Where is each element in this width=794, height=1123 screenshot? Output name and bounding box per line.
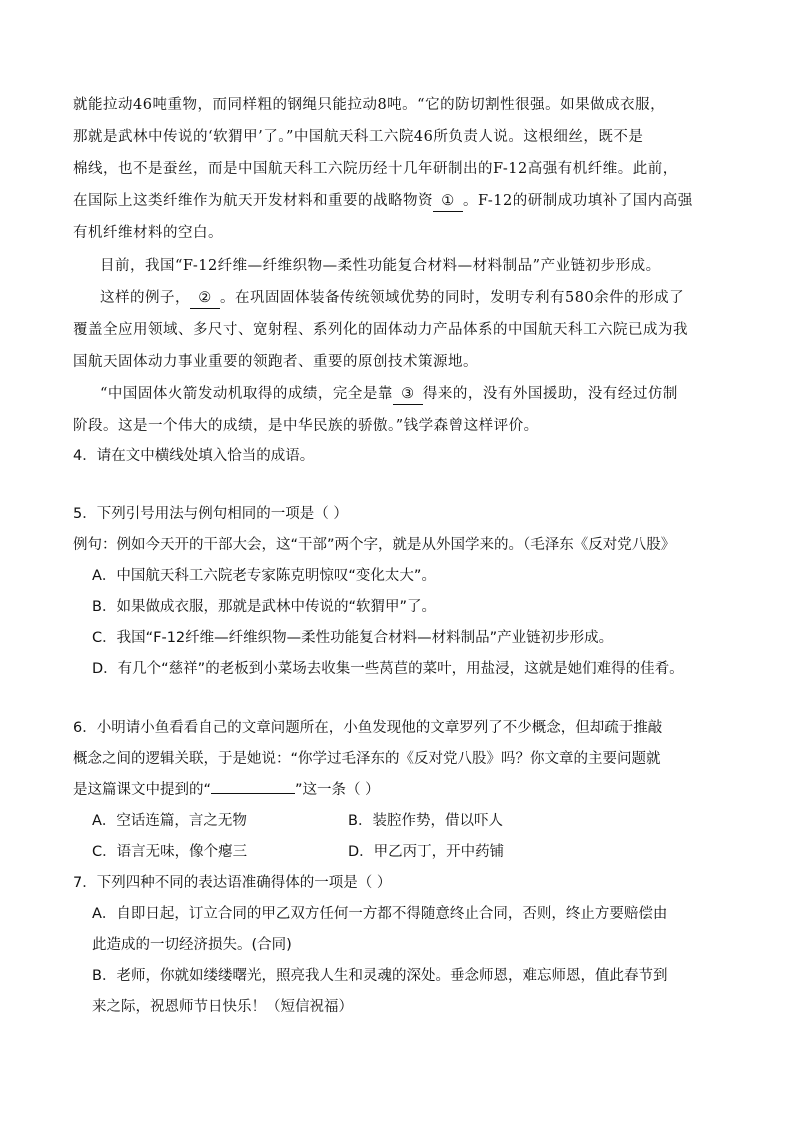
passage-line: 棉线，也不是蚕丝，而是中国航天科工六院历经十几年研制出的F-12高强有机纤维。此前， — [73, 161, 678, 177]
passage-line: 国航天固体动力事业重要的领跑者、重要的原创技术策源地。 — [73, 354, 478, 370]
question-6-option-b[interactable]: B．装腔作势，借以吓人 — [348, 813, 503, 829]
question-6-blank[interactable] — [211, 793, 295, 794]
question-6-text: 是这篇课文中提到的“ — [73, 782, 212, 798]
passage-line — [100, 384, 678, 405]
passage-text: 得来的，没有外国援助，没有经过仿制 — [422, 386, 678, 402]
question-6-stem: 6．小明请小鱼看看自己的文章问题所在，小鱼发现他的文章罗列了不少概念，但却疏于推敲 — [73, 720, 663, 736]
question-6-text: ”这一条（ ） — [295, 782, 380, 798]
question-7-option-a[interactable]: A．自即日起，订立合同的甲乙双方任何一方都不得随意终止合同，否则，终止方要赔偿由 — [92, 906, 668, 922]
passage-text: 。F-12的研制成功填补了国内高强 — [463, 193, 693, 209]
passage-line: 目前，我国“F-12纤维—纤维织物—柔性功能复合材料—材料制品”产业链初步形成。 — [100, 258, 661, 274]
question-6-option-d[interactable]: D．甲乙丙丁，开中药铺 — [348, 844, 505, 860]
question-6-option-c[interactable]: C．语言无味，像个瘪三 — [92, 844, 248, 860]
passage-text: 。在巩固固体装备传统领域优势的同时，发明专利有580余件的形成了 — [220, 290, 685, 306]
fill-blank-1[interactable]: ① — [433, 191, 463, 212]
passage-text: 这样的例子， — [100, 290, 190, 306]
passage-line: 有机纤维材料的空白。 — [73, 225, 223, 241]
question-6-options-row — [92, 842, 247, 862]
question-5-option-c[interactable]: C．我国“F-12纤维—纤维织物—柔性功能复合材料—材料制品”产业链初步形成。 — [92, 630, 614, 646]
question-7-option-b[interactable]: B．老师，你就如缕缕曙光，照亮我人生和灵魂的深处。垂念师恩，难忘师恩，值此春节到 — [92, 968, 668, 984]
question-7-option-b-cont: 来之际，祝恩师节日快乐！（短信祝福） — [92, 999, 353, 1015]
passage-line: 那就是武林中传说的‘软猬甲’了。”中国航天科工六院46所负责人说。这根细丝，既不是 — [73, 129, 644, 145]
passage-line: 覆盖全应用领域、多尺寸、宽射程、系列化的固体动力产品体系的中国航天科工六院已成为我 — [73, 322, 688, 338]
question-6-stem: 概念之间的逻辑关联，于是她说：“你学过毛泽东的《反对党八股》吗？你文章的主要问题就 — [73, 751, 661, 767]
question-5-stem: 5．下列引号用法与例句相同的一项是（ ） — [73, 506, 348, 522]
passage-text: 在国际上这类纤维作为航天开发材料和重要的战略物资 — [73, 193, 433, 209]
question-5-example: 例句：例如今天开的干部大会，这“干部”两个字，就是从外国学来的。（毛泽东《反对党八股》 — [73, 537, 676, 553]
passage-text: “中国固体火箭发动机取得的成绩，完全是靠 — [100, 386, 393, 402]
fill-blank-3[interactable]: ③ — [393, 384, 423, 405]
passage-line: 就能拉动46吨重物，而同样粗的钢绳只能拉动8吨。“它的防切割性很强。如果做成衣服， — [73, 97, 666, 113]
question-6-options-row — [92, 811, 247, 831]
question-4: 4．请在文中横线处填入恰当的成语。 — [73, 448, 315, 464]
passage-line: 阶段。这是一个伟大的成绩，是中华民族的骄傲。”钱学森曾这样评价。 — [73, 418, 539, 434]
question-7-option-a-cont: 此造成的一切经济损失。(合同) — [92, 937, 292, 953]
question-6-option-a[interactable]: A．空话连篇，言之无物 — [92, 813, 247, 829]
passage-line — [100, 288, 684, 309]
passage-line — [73, 191, 693, 212]
question-7-stem: 7．下列四种不同的表达语准确得体的一项是（ ） — [73, 875, 392, 891]
fill-blank-2[interactable]: ② — [190, 288, 220, 309]
question-5-option-b[interactable]: B．如果做成衣服，那就是武林中传说的“软猬甲”了。 — [92, 599, 436, 615]
question-5-option-d[interactable]: D．有几个“慈祥”的老板到小菜场去收集一些莴苣的菜叶，用盐浸，这就是她们难得的佳肴。 — [92, 661, 684, 677]
question-6-stem — [73, 780, 380, 800]
question-5-option-a[interactable]: A．中国航天科工六院老专家陈克明惊叹“变化太大”。 — [92, 568, 436, 584]
